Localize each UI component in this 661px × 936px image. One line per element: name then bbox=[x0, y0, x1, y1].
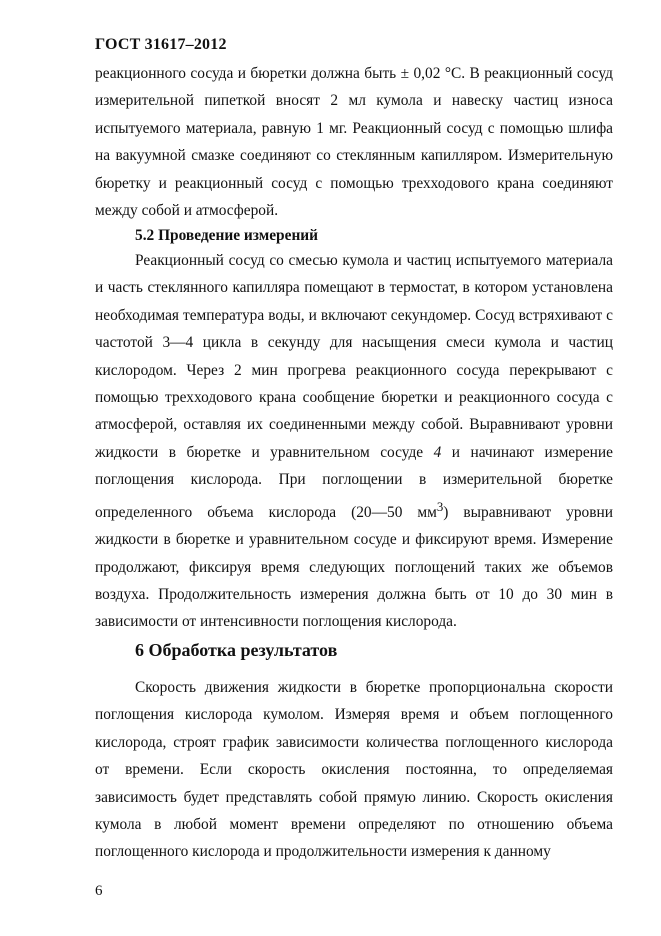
paragraph-measurement-procedure bbox=[95, 247, 613, 636]
subsection-heading-5-2: 5.2 Проведение измерений bbox=[135, 227, 319, 244]
paragraph-results-processing: Скорость движения жидкости в бюретке пропорциональна скорости поглощения кислорода кумолом. Измеряя время и объем поглощенного кислорода, строят график зависимости количества поглощенного кислорода от времени. Если скорость окисления постоянна, то определяемая зависимость будет представлять собой прямую линию. Скорость окисления кумола в любой момент времени определяют по отношению объема поглощенного кислорода и продолжительности измерения к данному bbox=[95, 679, 613, 861]
unit-superscript: 3 bbox=[436, 499, 444, 514]
paragraph-text-part: ) выравнивают уровни жидкости в бюретке и уравнительном сосуде и фиксируют время. Измерение продолжают, фиксируя время следующих поглощений таких же объемов воздуха. Продолжительность измерения должна быть от 10 до 30 мин в зависимости от интенсивности поглощения кислорода. bbox=[95, 503, 613, 631]
paragraph-text-part: и начинают измерение поглощения кислорода. При поглощении в измерительной бюретке определенного объема кислорода (20—50 мм bbox=[95, 443, 613, 521]
section-heading-6: 6 Обработка результатов bbox=[135, 640, 338, 660]
paragraph-sample-preparation: реакционного сосуда и бюретки должна быть ± 0,02 °С. В реакционный сосуд измерительной пипеткой вносят 2 мл кумола и навеску частиц износа испытуемого материала, равную 1 мг. Реакционный сосуд с помощью шлифа на вакуумной смазке соединяют со стеклянным капилляром. Измерительную бюретку и реакционный сосуд с помощью трехходового крана соединяют между собой и атмосферой. bbox=[95, 65, 613, 220]
standard-header: ГОСТ 31617–2012 bbox=[95, 36, 227, 53]
page-number: 6 bbox=[95, 883, 103, 899]
reference-number: 4 bbox=[433, 443, 442, 461]
paragraph-text-part: Реакционный сосуд со смесью кумола и частиц испытуемого материала и часть стеклянного капилляра помещают в термостат, в котором установлена необходимая температура воды, и включают секундомер. Сосуд встряхивают с частотой 3—4 цикла в секунду для насыщения смеси кумола и частиц кислородом. Через 2 мин прогрева реакционного сосуда перекрывают с помощью трехходового крана сообщение бюретки и реакционного сосуда с атмосферой, оставляя их соединенными между собой. Выравнивают уровни жидкости в бюретке и уравнительном сосуде bbox=[95, 252, 613, 461]
